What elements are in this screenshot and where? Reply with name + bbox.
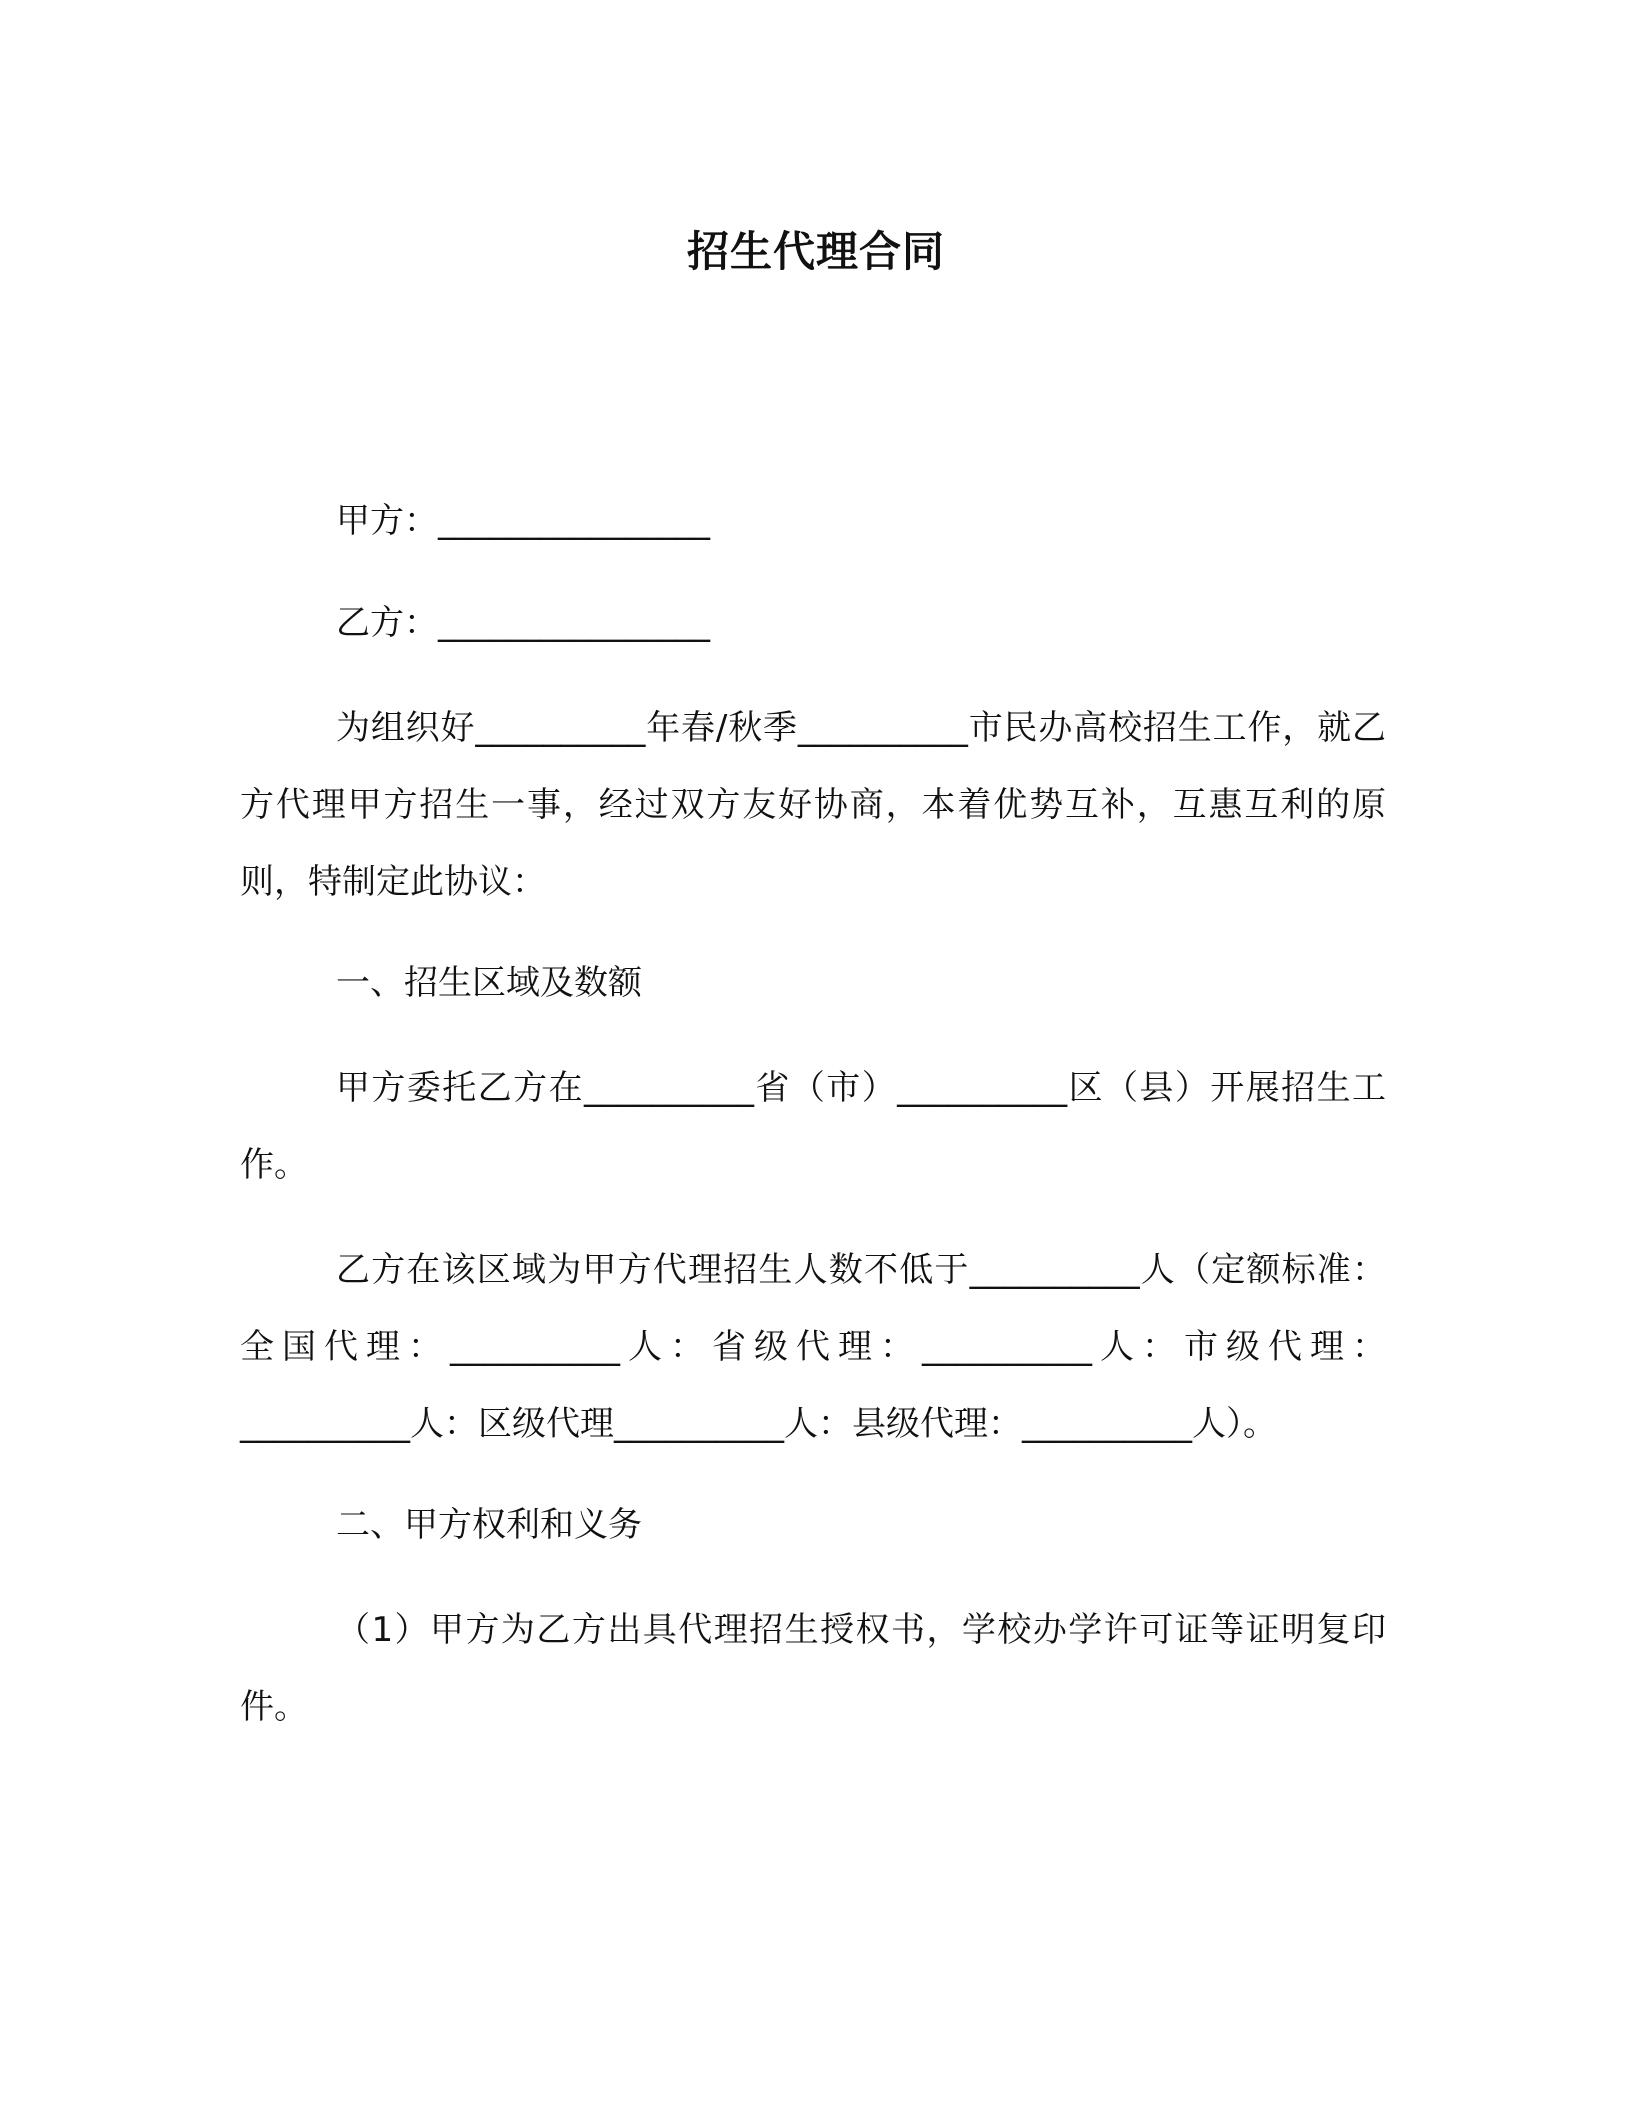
intro-paragraph: 为组织好__________年春/秋季__________市民办高校招生工作，就乙方代理甲方招生一事，经过双方友好协商，本着优势互补，互惠互利的原则，特制定此协议： xyxy=(240,708,1386,902)
section-1-heading: 一、招生区域及数额 xyxy=(336,963,642,1003)
section-1-paragraph-2: 乙方在该区域为甲方代理招生人数不低于__________人（定额标准：全国代理：__________人：省级代理：__________人：市级代理：__________人：区级代理__________人：县级代理：__________人）。 xyxy=(240,1250,1386,1444)
section-2-heading: 二、甲方权利和义务 xyxy=(336,1505,642,1545)
party-b-line: 乙方：________________ xyxy=(336,603,710,643)
document-title: 招生代理合同 xyxy=(686,227,945,276)
party-a-line: 甲方：________________ xyxy=(336,501,710,541)
section-2-item-1: （1）甲方为乙方出具代理招生授权书，学校办学许可证等证明复印件。 xyxy=(240,1610,1386,1727)
section-1-paragraph-1: 甲方委托乙方在__________省（市）__________区（县）开展招生工作。 xyxy=(240,1068,1386,1185)
